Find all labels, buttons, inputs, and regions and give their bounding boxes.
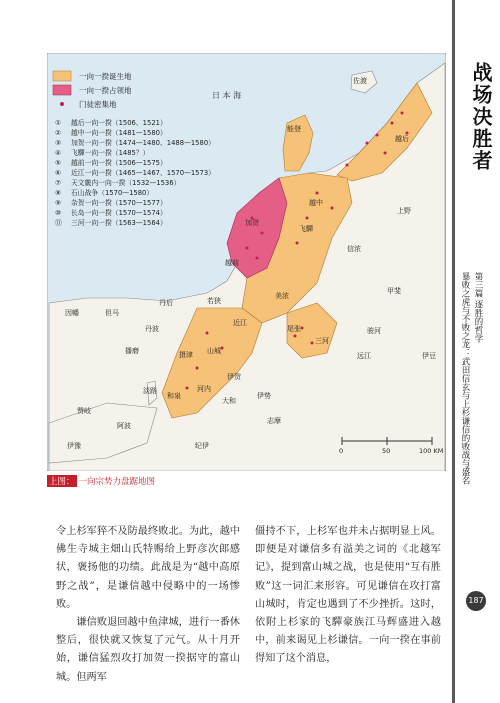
svg-text:甲斐: 甲斐 <box>387 287 401 295</box>
svg-text:天文畿内一向一揆（1532—1536）: 天文畿内一向一揆（1532—1536） <box>71 179 181 187</box>
event-11: ⑪ <box>55 219 62 227</box>
svg-text:越后一向一揆（1506、1521）: 越后一向一揆（1506、1521） <box>71 119 167 127</box>
legend-dot-label: 门徒密集地 <box>79 100 117 109</box>
svg-text:河内: 河内 <box>197 385 211 393</box>
event-9: ⑨ <box>55 199 62 207</box>
svg-text:尾张: 尾张 <box>287 325 301 333</box>
svg-text:加贺: 加贺 <box>245 219 259 227</box>
svg-text:摄津: 摄津 <box>179 351 193 359</box>
svg-text:50: 50 <box>382 447 391 455</box>
svg-text:0: 0 <box>339 447 344 455</box>
caption-tag: 上图： <box>49 477 75 487</box>
paragraph: 谦信败退回越中鱼津城，进行一番休整后，很快就又恢复了元气。从十月开始，谦信猛烈攻打加贺一揆据守的富山城。但两军 <box>56 617 240 683</box>
legend-birth-label: 一向一揆诞生地 <box>79 72 132 81</box>
page-number: 187 <box>466 591 486 611</box>
event-1: ① <box>55 119 62 127</box>
svg-text:伊势: 伊势 <box>257 392 271 400</box>
svg-text:因幡: 因幡 <box>65 309 79 317</box>
legend-occupied-label: 一向一揆占领地 <box>79 86 132 95</box>
svg-text:越后: 越后 <box>395 135 409 143</box>
event-4: ④ <box>55 149 62 157</box>
svg-text:大和: 大和 <box>222 397 236 405</box>
svg-text:赞岐: 赞岐 <box>77 407 91 415</box>
section-title: 第三篇 逐胜的哲学 <box>473 272 483 343</box>
svg-text:飞驒: 飞驒 <box>299 225 313 233</box>
event-3: ③ <box>55 139 62 147</box>
svg-text:三河: 三河 <box>315 337 329 345</box>
caption-text: 一向宗势力盘踞地图 <box>78 477 156 487</box>
paragraph: 令上杉军猝不及防最终败北。为此，越中佛生寺城主畑山氏特赐给上野彦次郎感状，褒扬他的功绩。此战是为“越中高原野之战”，是谦信越中侵略中的一场惨败。 <box>56 526 240 610</box>
svg-text:和泉: 和泉 <box>167 392 181 400</box>
svg-text:丹波: 丹波 <box>145 325 159 333</box>
section-subtitle: 暴败之虎与不败之龙：武田信玄与上杉谦信的败战与盛名 <box>460 272 470 485</box>
svg-text:越中: 越中 <box>309 199 323 207</box>
svg-text:信浓: 信浓 <box>347 245 361 253</box>
legend-occupied-swatch <box>53 85 71 95</box>
svg-text:近江一向一揆（1465—1467、1570—1573）: 近江一向一揆（1465—1467、1570—1573） <box>71 169 215 177</box>
svg-text:越前一向一揆（1506—1575）: 越前一向一揆（1506—1575） <box>71 159 167 167</box>
paragraph: 僵持不下，上杉军也并未占据明显上风。即便是对谦信多有溢美之词的《北越军记》，提到富山城之战，也是使用“互有胜败”这一词汇来形容。可见谦信在攻打富山城时，肯定也遇到了不少挫折。这时，依附上杉家的飞驒豪族江马辉盛进入越中，前来谒见上杉谦信。一向一揆在事前得知了这个消息， <box>255 526 441 665</box>
svg-text:伊贺: 伊贺 <box>227 373 241 381</box>
svg-text:播磨: 播磨 <box>125 347 139 355</box>
svg-text:越前: 越前 <box>225 259 239 267</box>
body-column-right <box>255 523 441 669</box>
svg-text:上野: 上野 <box>397 207 411 215</box>
event-7: ⑦ <box>55 179 62 187</box>
sea-label: 日 本 海 <box>212 91 242 100</box>
svg-text:山城: 山城 <box>207 347 221 355</box>
svg-text:淡路: 淡路 <box>143 387 157 395</box>
event-5: ⑤ <box>55 159 62 167</box>
svg-text:飞驒一向一揆（1485？）: 飞驒一向一揆（1485？） <box>71 149 150 157</box>
svg-text:100 KM: 100 KM <box>419 447 444 455</box>
svg-text:越中一向一揆（1481—1580）: 越中一向一揆（1481—1580） <box>71 129 167 137</box>
svg-text:近江: 近江 <box>233 319 247 327</box>
japan-map <box>47 53 446 471</box>
map-panel <box>47 53 446 471</box>
svg-text:志摩: 志摩 <box>267 417 281 425</box>
event-10: ⑩ <box>55 209 62 217</box>
svg-text:但马: 但马 <box>105 309 119 317</box>
svg-text:佐渡: 佐渡 <box>353 77 367 85</box>
svg-text:阿波: 阿波 <box>117 422 131 430</box>
svg-text:伊豆: 伊豆 <box>422 352 436 360</box>
svg-text:若狭: 若狭 <box>207 297 221 305</box>
body-column-left <box>56 523 240 687</box>
legend-dot-swatch <box>60 102 64 106</box>
svg-text:远江: 远江 <box>357 352 371 360</box>
svg-text:伊豫: 伊豫 <box>67 442 81 450</box>
svg-text:丹后: 丹后 <box>159 299 173 307</box>
event-2: ② <box>55 129 62 137</box>
svg-text:加贺一向一揆（1474—1480、1488—1580）: 加贺一向一揆（1474—1480、1488—1580） <box>71 139 215 147</box>
svg-text:美浓: 美浓 <box>275 292 289 300</box>
svg-text:能登: 能登 <box>287 125 301 133</box>
svg-text:长岛一向一揆（1570—1574）: 长岛一向一揆（1570—1574） <box>71 209 167 217</box>
legend-birth-swatch <box>53 71 71 81</box>
event-6: ⑥ <box>55 169 62 177</box>
svg-text:骏河: 骏河 <box>367 327 381 335</box>
svg-text:三河一向一揆（1563—1564）: 三河一向一揆（1563—1564） <box>71 219 167 227</box>
event-8: ⑧ <box>55 189 62 197</box>
svg-text:纪伊: 纪伊 <box>195 442 209 450</box>
svg-text:石山战争（1570—1580）: 石山战争（1570—1580） <box>71 189 154 197</box>
map-caption <box>47 475 155 487</box>
svg-text:杂贺一向一揆（1570—1577）: 杂贺一向一揆（1570—1577） <box>71 199 167 207</box>
sidebar-rule <box>452 0 455 703</box>
book-title: 战场决胜者 <box>469 62 493 172</box>
chapter-sidebar <box>452 0 500 703</box>
